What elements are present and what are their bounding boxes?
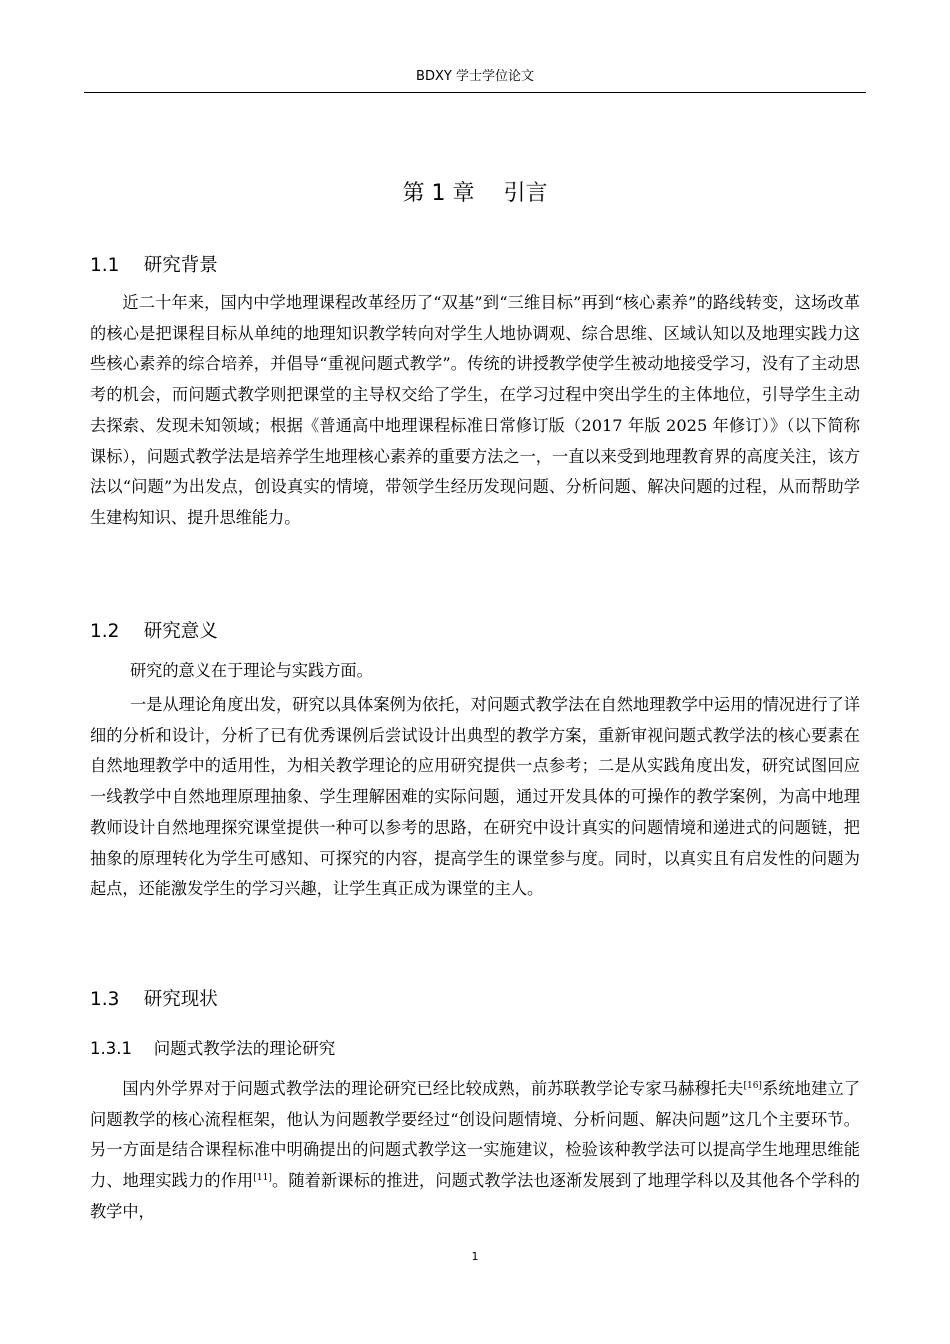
header-rule	[84, 92, 866, 93]
paragraph-significance-intro: 研究的意义在于理论与实践方面。	[130, 661, 373, 680]
citation-16: [16]	[743, 1081, 762, 1091]
paragraph-background: 近二十年来，国内中学地理课程改革经历了“双基”到“三维目标”再到“核心素养”的路线转变，这场改革的核心是把课程目标从单纯的地理知识教学转向对学生人地协调观、综合思维、区域认知以及地理实践力这些核心素养的综合培养，并倡导“重视问题式教学”。传统的讲授教学使学生被动地接受学习，没有了主动思考的机会，而问题式教学则把课堂的主导权交给了学生，在学习过程中突出学生的主体地位，引导学生主动去探索、发现未知领域；根据《普通高中地理课程标准日常修订版（2017 年版 2025 年修订）》（以下简称课标），问题式教学法是培养学生地理核心素养的重要方法之一，一直以来受到地理教育界的高度关注，该方法以“问题”为出发点，创设真实的情境，带领学生经历发现问题、分析问题、解决问题的过程，从而帮助学生建构知识、提升思维能力。	[90, 293, 860, 527]
citation-11: [11]	[253, 1173, 272, 1184]
section-heading-1-1: 1.1 研究背景	[90, 255, 218, 276]
page-number: 1	[471, 1250, 479, 1263]
section-heading-1-3: 1.3 研究现状	[90, 989, 218, 1010]
paragraph-text-part: 。随着新课标的推进，问题式教学法也逐渐发展到了地理学科以及其他各个学科的教学中，	[90, 1171, 860, 1221]
paragraph-text-part: 系统地建立了问题教学的核心流程框架，他认为问题教学要经过“创设问题情境、分析问题、解决问题”这几个主要环节。另一方面是结合课程标准中明确提出的问题式教学这一实施建议，检验该种教学法可以提高学生地理思维能力、地理实践力的作用	[90, 1079, 860, 1191]
running-header: BDXY 学士学位论文	[416, 69, 534, 84]
paragraph-significance-body: 一是从理论角度出发，研究以具体案例为依托，对问题式教学法在自然地理教学中运用的情况进行了详细的分析和设计，分析了已有优秀课例后尝试设计出典型的教学方案，重新审视问题式教学法的核心要素在自然地理教学中的适用性，为相关教学理论的应用研究提供一点参考；二是从实践角度出发，研究试图回应一线教学中自然地理原理抽象、学生理解困难的实际问题，通过开发具体的可操作的教学案例，为高中地理教师设计自然地理探究课堂提供一种可以参考的思路，在研究中设计真实的问题情境和递进式的问题链，把抽象的原理转化为学生可感知、可探究的内容，提高学生的课堂参与度。同时，以真实且有启发性的问题为起点，还能激发学生的学习兴趣，让学生真正成为课堂的主人。	[90, 695, 860, 899]
subsection-heading-1-3-1: 1.3.1 问题式教学法的理论研究	[90, 1039, 336, 1058]
chapter-title: 第 1 章 引言	[402, 181, 548, 206]
paragraph-theory-research	[90, 1074, 860, 1228]
section-heading-1-2: 1.2 研究意义	[90, 621, 218, 642]
paragraph-text-part: 国内外学界对于问题式教学法的理论研究已经比较成熟，前苏联教学论专家马赫穆托夫	[122, 1079, 744, 1098]
